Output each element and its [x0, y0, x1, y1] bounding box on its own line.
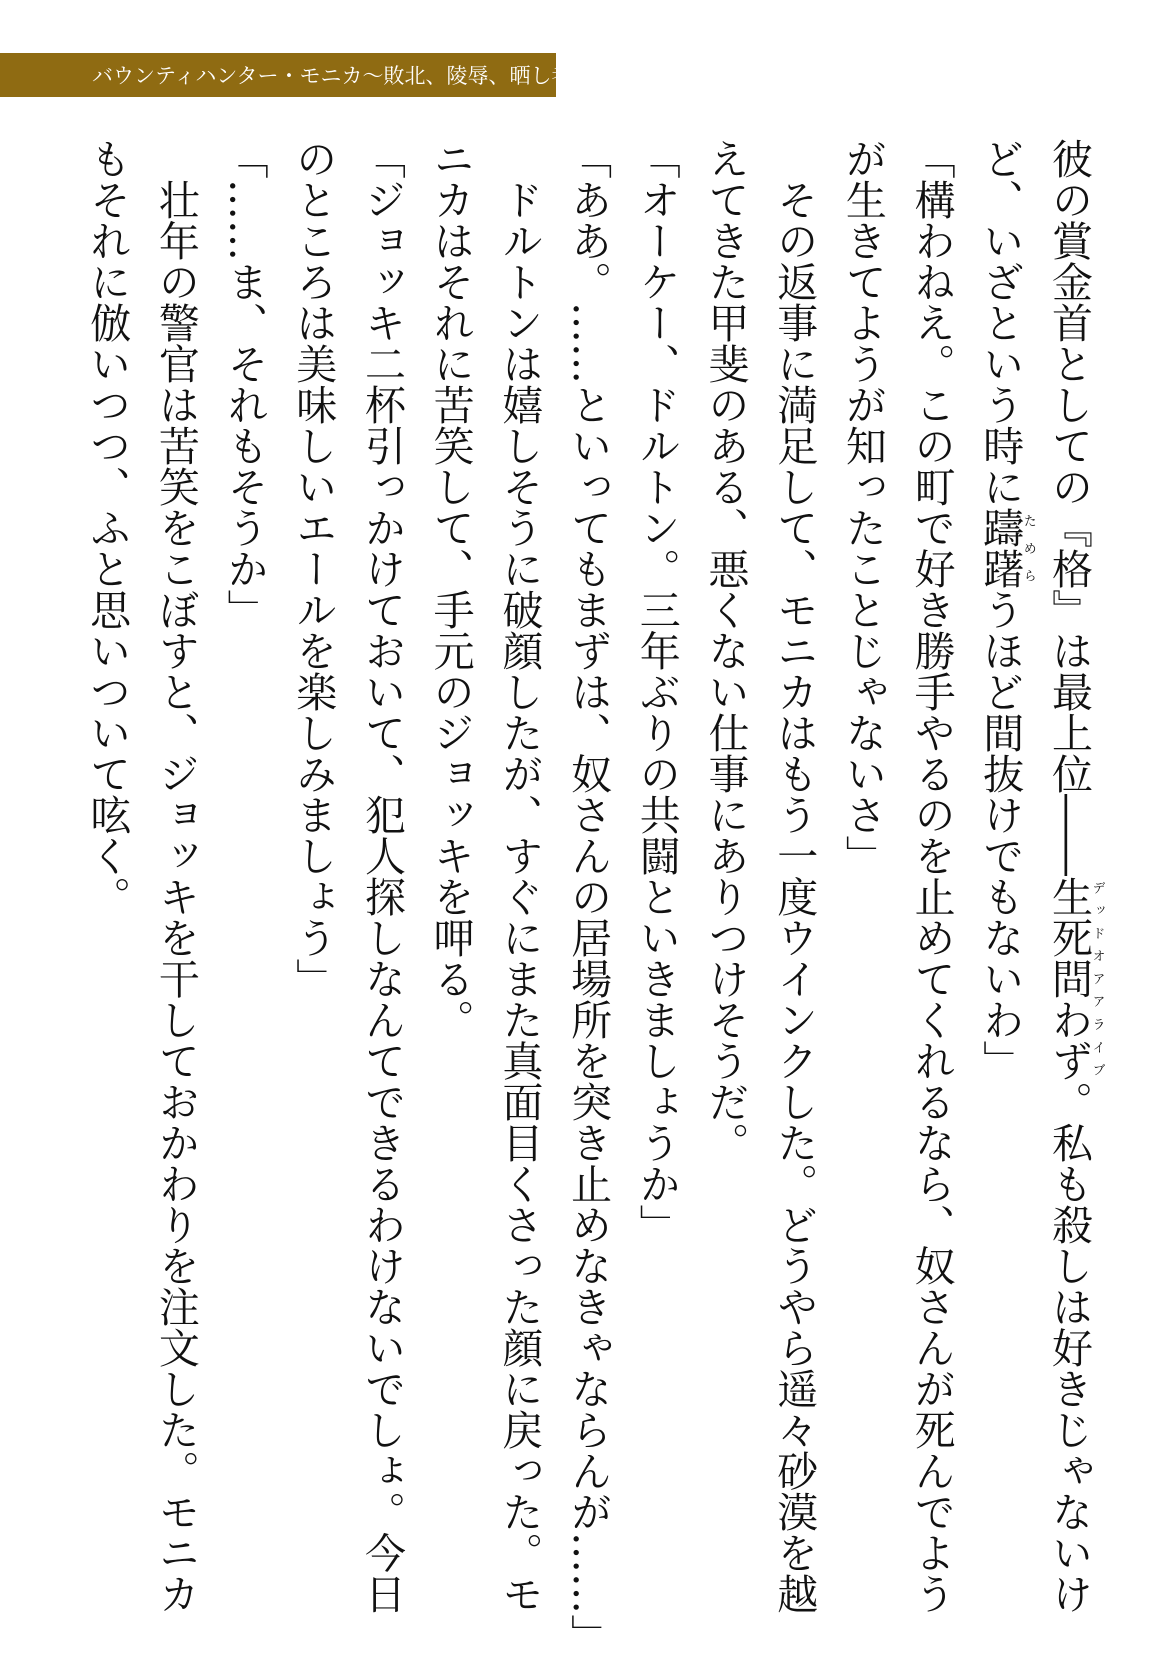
vertical-text-body [83, 138, 1105, 1655]
text-segment: うほど間抜けでもないわ」 [976, 589, 1025, 1081]
paragraph: 「構わねえ。この町で好き勝手やるのを止めてくれるなら、奴さんが死んでようが生きてようが知ったことじゃないさ」 [838, 138, 956, 1614]
paragraph: 「ああ。……といってもまずは、奴さんの居場所を突き止めなきゃならんが……」 [564, 138, 613, 1655]
ruby-base: 躊躇 [976, 507, 1025, 589]
book-title: バウンティハンター・モニカ〜敗北、陵辱、晒し者〜 [92, 64, 594, 88]
paragraph: 「オーケー、ドルトン。三年ぶりの共闘といきましょうか」 [632, 138, 681, 1245]
ruby-reading: デッドオアアライブ [1089, 876, 1105, 1081]
paragraph: ドルトンは嬉しそうに破顔したが、すぐにまた真面目くさった顔に戻った。モニカはそれに苦笑して、手元のジョッキを呷る。 [426, 138, 544, 1614]
text-segment: 。私も殺しは好きじゃないけど、いざという時に [976, 138, 1093, 1614]
ruby-tamera [976, 507, 1036, 589]
text-segment: 彼の賞金首としての『格』は最上位―― [1045, 138, 1093, 876]
paragraph: 壮年の警官は苦笑をこぼすと、ジョッキを干しておかわりを注文した。モニカもそれに倣いつつ、ふと思いついて呟く。 [83, 138, 200, 1614]
paragraph: その返事に満足して、モニカはもう一度ウインクした。どうやら遥々砂漠を越えてきた甲斐のある、悪くない仕事にありつけそうだ。 [701, 138, 819, 1614]
ruby-reading: ためら [1020, 507, 1036, 589]
header-band [0, 53, 594, 97]
ruby-dead-or-alive [1045, 876, 1105, 1081]
paragraph: 「ジョッキ二杯引っかけておいて、犯人探しなんてできるわけないでしょ。今日のところは美味しいエールを楽しみましょう」 [289, 138, 406, 1614]
paragraph: 「……ま、それもそうか」 [220, 138, 269, 630]
paragraph [966, 138, 1104, 1638]
ruby-base: 生死問わず [1045, 876, 1093, 1081]
